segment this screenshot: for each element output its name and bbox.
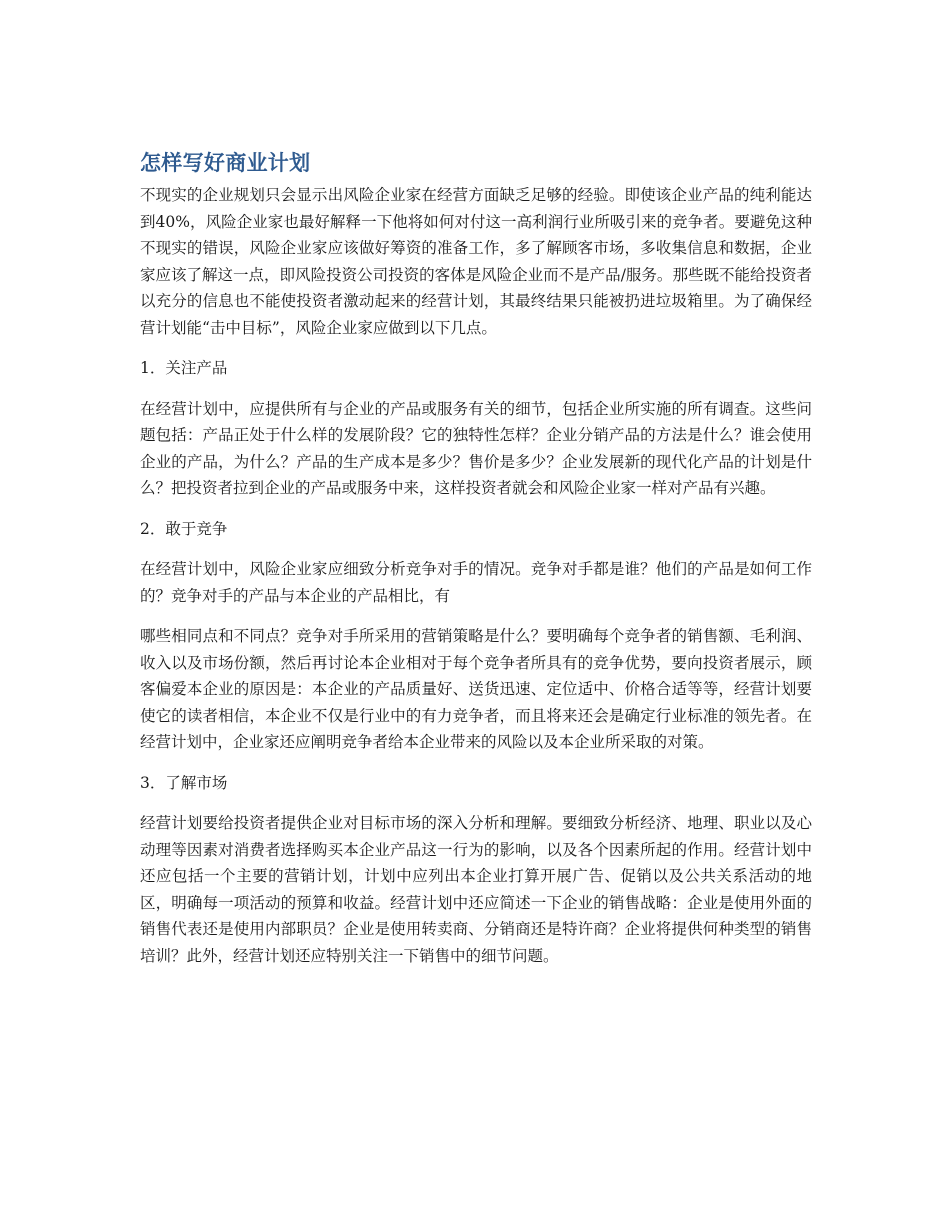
section-heading-product: 1．关注产品	[140, 359, 228, 377]
section-heading-competition: 2．敢于竞争	[140, 519, 228, 538]
section-paragraph: 哪些相同点和不同点？竞争对手所采用的营销策略是什么？要明确每个竞争者的销售额、毛利润、收入以及市场份额，然后再讨论本企业相对于每个竞争者所具有的竞争优势，要向投资者展示，顾客偏爱本企业的原因是：本企业的产品质量好、送货迅速、定位适中、价格合适等等，经营计划要使它的读者相信，本企业不仅是行业中的有力竞争者，而且将来还会是确定行业标准的领先者。在经营计划中，企业家还应阐明竞争者给本企业带来的风险以及本企业所采取的对策。	[140, 627, 812, 751]
section-paragraph: 在经营计划中，风险企业家应细致分析竞争对手的情况。竞争对手都是谁？他们的产品是如何工作的？竞争对手的产品与本企业的产品相比，有	[140, 560, 812, 605]
intro-paragraph: 不现实的企业规划只会显示出风险企业家在经营方面缺乏足够的经验。即使该企业产品的纯利能达到40%，风险企业家也最好解释一下他将如何对付这一高利润行业所吸引来的竞争者。要避免这种不现实的错误，风险企业家应该做好筹资的准备工作，多了解顾客市场，多收集信息和数据，企业家应该了解这一点，即风险投资公司投资的客体是风险企业而不是产品/服务。那些既不能给投资者以充分的信息也不能使投资者激动起来的经营计划，其最终结果只能被扔进垃圾箱里。为了确保经营计划能“击中目标”，风险企业家应做到以下几点。	[140, 186, 812, 337]
section-paragraph: 在经营计划中，应提供所有与企业的产品或服务有关的细节，包括企业所实施的所有调查。这些问题包括：产品正处于什么样的发展阶段？它的独特性怎样？企业分销产品的方法是什么？谁会使用企业的产品，为什么？产品的生产成本是多少？售价是多少？企业发展新的现代化产品的计划是什么？把投资者拉到企业的产品或服务中来，这样投资者就会和风险企业家一样对产品有兴趣。	[140, 399, 812, 497]
section-paragraph: 经营计划要给投资者提供企业对目标市场的深入分析和理解。要细致分析经济、地理、职业以及心动理等因素对消费者选择购买本企业产品这一行为的影响，以及各个因素所起的作用。经营计划中还应包括一个主要的营销计划，计划中应列出本企业打算开展广告、促销以及公共关系活动的地区，明确每一项活动的预算和收益。经营计划中还应简述一下企业的销售战略：企业是使用外面的销售代表还是使用内部职员？企业是使用转卖商、分销商还是特许商？企业将提供何种类型的销售培训？此外，经营计划还应特别关注一下销售中的细节问题。	[140, 814, 812, 965]
document-title: 怎样写好商业计划	[140, 151, 311, 175]
section-heading-market: 3．了解市场	[140, 773, 228, 792]
document-page	[140, 148, 812, 969]
